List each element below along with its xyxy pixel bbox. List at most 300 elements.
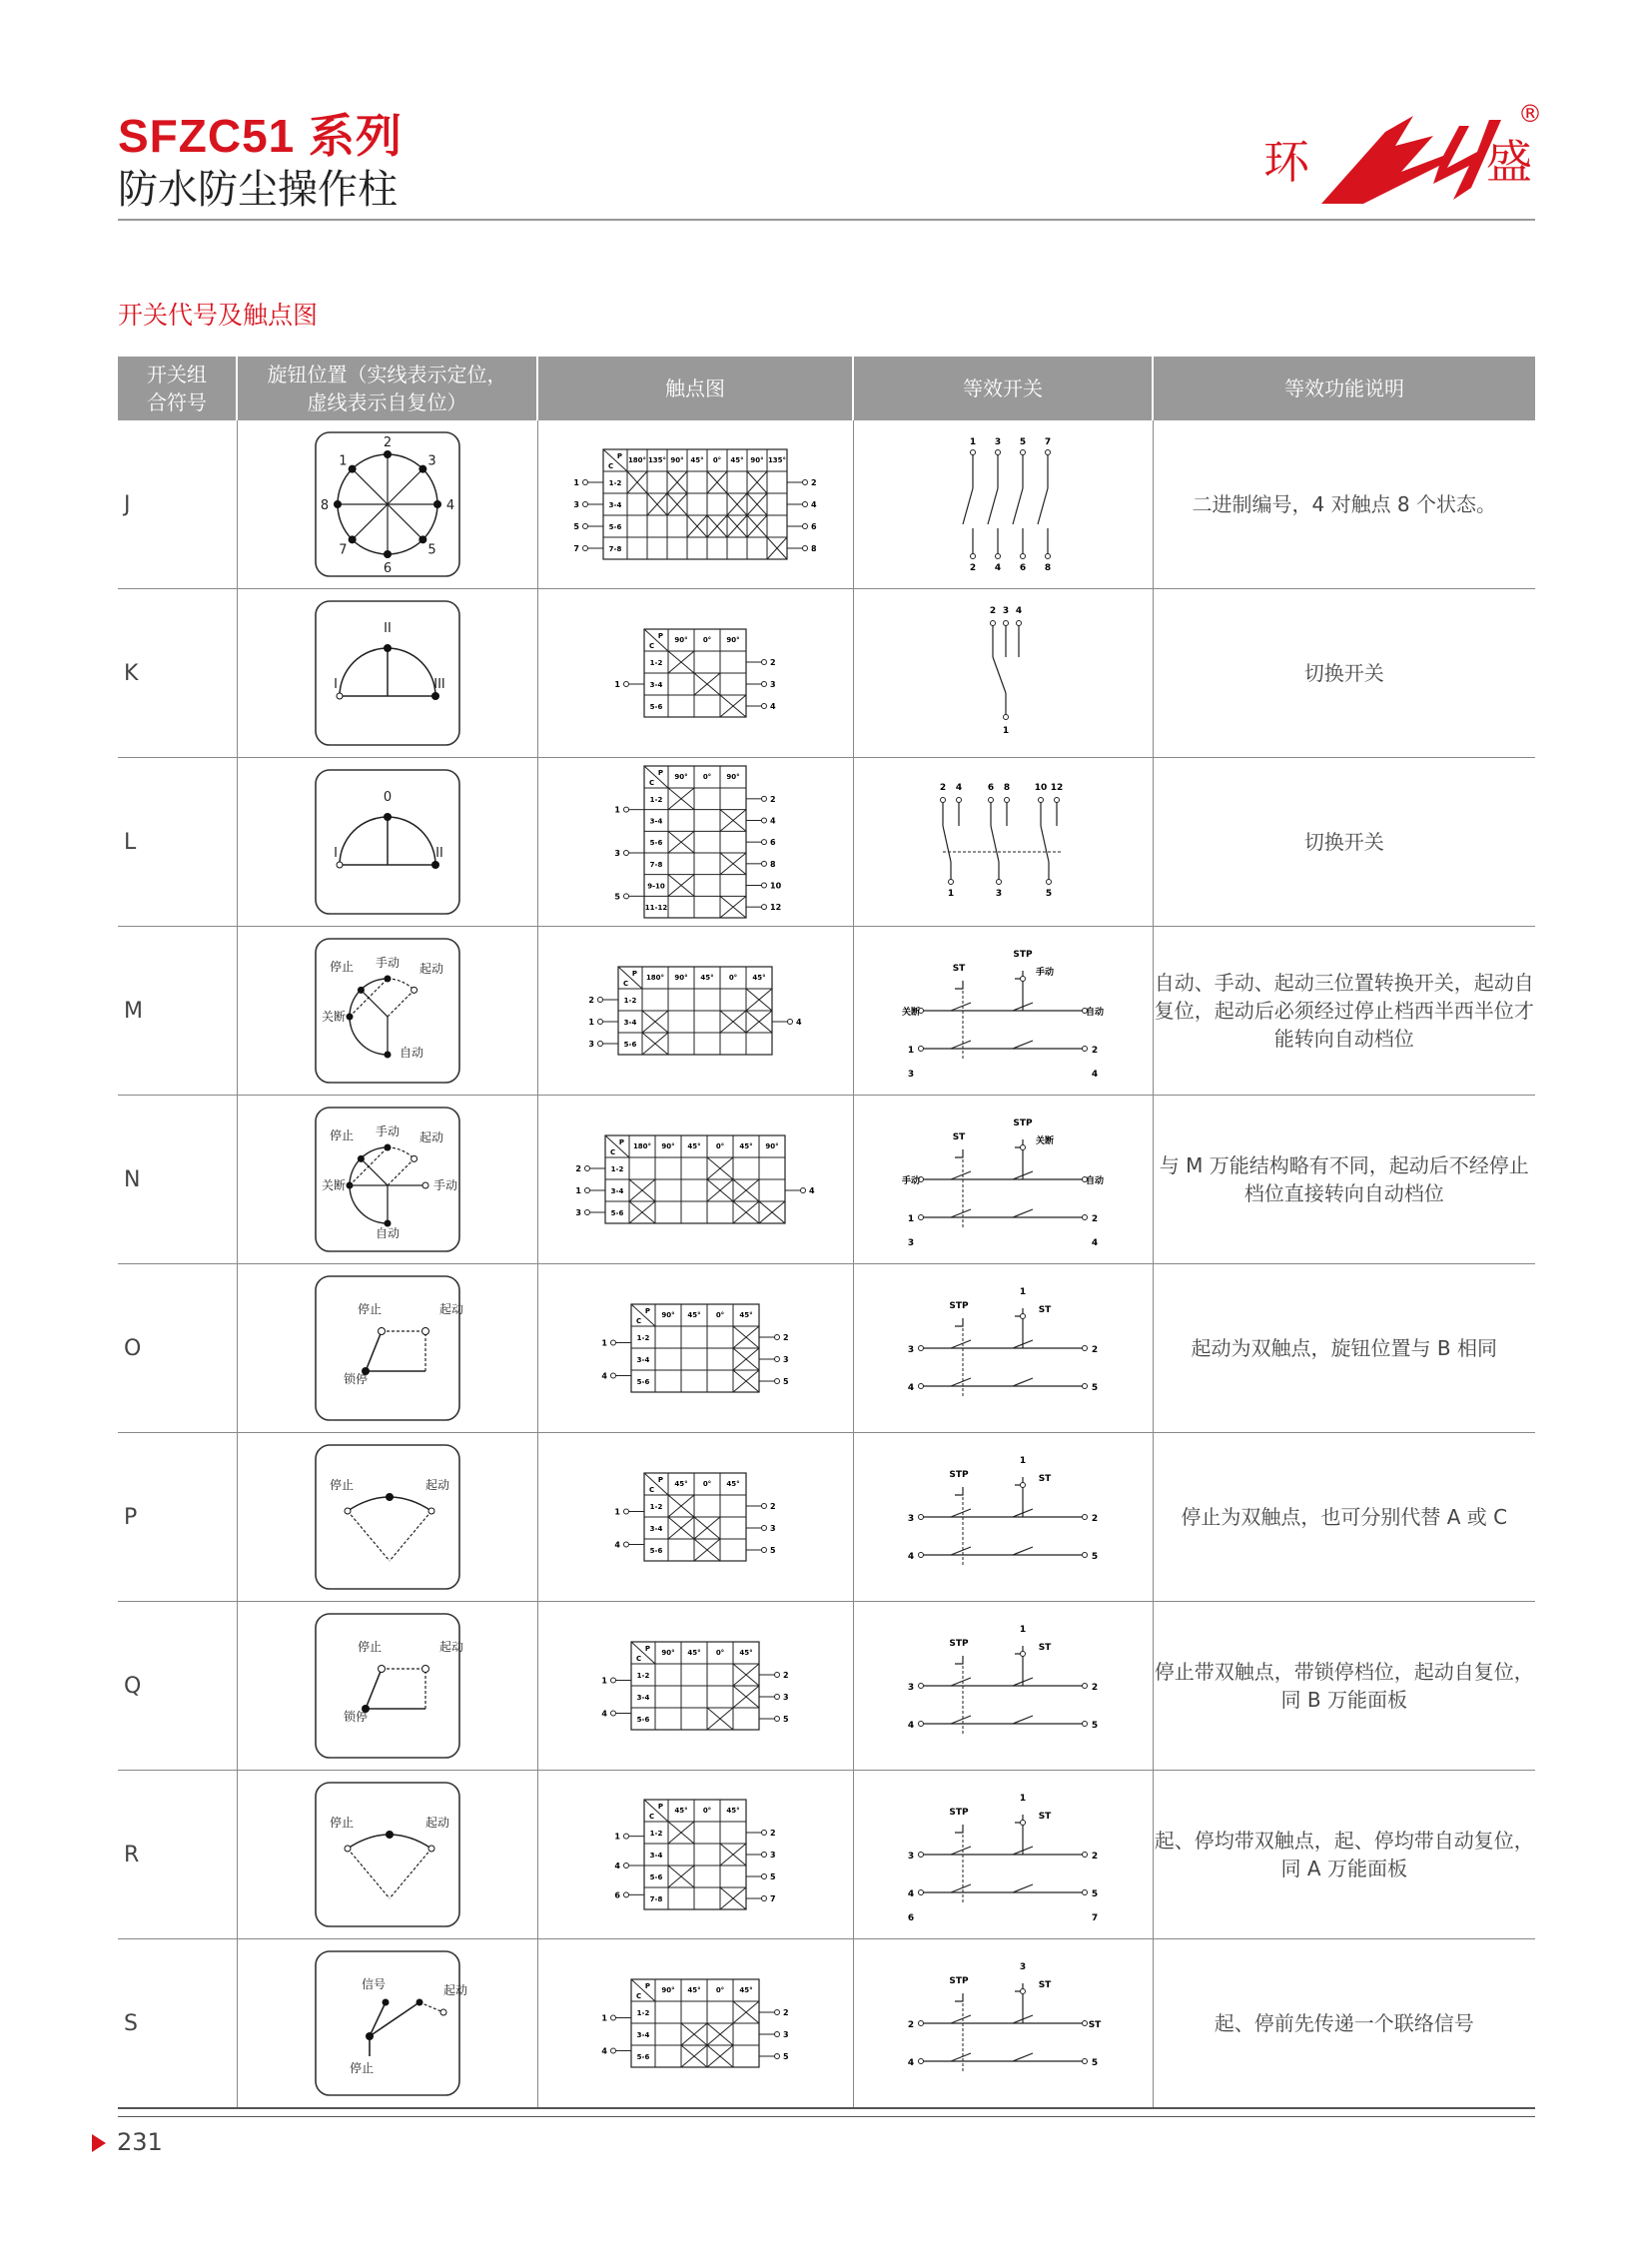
knob-cell bbox=[237, 1096, 537, 1264]
contact-cell bbox=[537, 1602, 853, 1771]
position-label: 45° bbox=[730, 456, 744, 464]
terminal-dot bbox=[624, 1834, 629, 1839]
switch-terminal bbox=[919, 1853, 924, 1858]
switch-label: 2 bbox=[1091, 1683, 1099, 1693]
switch-terminal bbox=[919, 1047, 924, 1052]
header-divider bbox=[118, 219, 1535, 221]
corner-diagonal bbox=[618, 967, 642, 989]
function-cell bbox=[1153, 1939, 1535, 2109]
contact-diagram bbox=[545, 1775, 845, 1934]
switch-blade bbox=[951, 1340, 971, 1348]
corner-label-c: C bbox=[610, 1148, 616, 1156]
contact-diagram bbox=[545, 1100, 845, 1259]
knob-dot bbox=[384, 550, 392, 558]
switch-terminal bbox=[991, 621, 996, 626]
switch-label: 3 bbox=[907, 1852, 915, 1862]
function-cell bbox=[1153, 1771, 1535, 1939]
terminal-left-label: 5 bbox=[573, 522, 579, 531]
knob-dot bbox=[386, 1493, 394, 1501]
switch-blade bbox=[943, 826, 951, 862]
terminal-dot bbox=[611, 1373, 616, 1378]
switch-terminal bbox=[1083, 1384, 1088, 1389]
function-cell bbox=[1153, 758, 1535, 927]
switch-blade bbox=[1013, 488, 1023, 524]
row-label: 1-2 bbox=[636, 1672, 650, 1680]
row-code: Q bbox=[118, 1602, 237, 1771]
switch-terminal bbox=[1083, 2021, 1088, 2026]
switch-terminal bbox=[919, 2021, 924, 2026]
function-description: 二进制编号，4 对触点 8 个状态。 bbox=[1192, 492, 1497, 516]
knob-dot bbox=[348, 465, 356, 473]
row-code: O bbox=[118, 1264, 237, 1433]
position-label: 135° bbox=[647, 456, 667, 464]
knob-dot bbox=[411, 1155, 416, 1161]
switch-cell bbox=[853, 1939, 1153, 2109]
switch-bottom-label: 4 bbox=[994, 563, 1002, 573]
switch-bottom-label: 8 bbox=[1044, 563, 1052, 573]
contact-grid bbox=[573, 449, 817, 559]
product-subtitle: 防水防尘操作柱 bbox=[118, 167, 398, 213]
row-label: 3-4 bbox=[649, 1852, 663, 1860]
contact-grid bbox=[601, 1979, 789, 2067]
knob-dot bbox=[337, 693, 343, 699]
knob-dot bbox=[382, 1999, 389, 2006]
switch-label: 手动 bbox=[901, 1176, 921, 1186]
switch-diagram bbox=[863, 762, 1143, 922]
table-row bbox=[118, 1433, 1535, 1602]
knob-label: 信号 bbox=[361, 1977, 386, 1991]
terminal-left-label: 4 bbox=[614, 1540, 620, 1550]
knob-cell bbox=[237, 758, 537, 927]
switch-top-label: 3 bbox=[994, 437, 1002, 447]
corner-diagonal bbox=[631, 1642, 655, 1664]
switch-terminal bbox=[997, 880, 1002, 885]
switch-label: 1 bbox=[907, 1046, 915, 1056]
knob-dot bbox=[418, 535, 426, 543]
table-row bbox=[118, 1602, 1535, 1771]
knob-dot bbox=[384, 1052, 391, 1059]
contact-grid bbox=[588, 967, 802, 1055]
brand-left-char: 环 bbox=[1263, 135, 1309, 189]
position-label: 90° bbox=[765, 1142, 779, 1150]
terminal-right-label: 4 bbox=[770, 816, 776, 826]
switch-label: 4 bbox=[907, 1889, 915, 1899]
switch-diagram bbox=[863, 1943, 1143, 2103]
contact-diagram bbox=[545, 1606, 845, 1766]
knob-label: 停止 bbox=[357, 1302, 382, 1316]
terminal-dot bbox=[624, 851, 629, 856]
switch-cell bbox=[853, 1433, 1153, 1602]
corner-label-p: P bbox=[616, 452, 622, 460]
terminal-dot bbox=[803, 502, 808, 507]
knob-dot bbox=[428, 1508, 434, 1514]
switch-terminal bbox=[996, 450, 1001, 455]
position-label: 90° bbox=[674, 636, 688, 644]
knob-dot bbox=[421, 1666, 428, 1673]
function-description: 停止带双触点，带锁停档位，起动自复位，同 B 万能面板 bbox=[1154, 1660, 1534, 1712]
terminal-dot bbox=[762, 1874, 767, 1879]
contact-cell bbox=[537, 1433, 853, 1602]
terminal-dot bbox=[583, 524, 588, 529]
function-cell bbox=[1153, 420, 1535, 589]
switch-label: ST bbox=[1038, 1643, 1052, 1653]
row-label: 5-6 bbox=[649, 703, 663, 711]
terminal-right-label: 3 bbox=[770, 1524, 776, 1533]
terminal-left-label: 3 bbox=[575, 1208, 581, 1217]
switch-label: STP bbox=[949, 1808, 969, 1818]
terminal-dot bbox=[762, 704, 767, 709]
logo-mark-icon bbox=[1321, 116, 1501, 204]
terminal-dot bbox=[762, 1896, 767, 1901]
terminal-dot bbox=[762, 1853, 767, 1858]
terminal-left-label: 1 bbox=[601, 1676, 607, 1686]
function-cell bbox=[1153, 1264, 1535, 1433]
switch-blade bbox=[951, 1003, 971, 1011]
switch-terminal bbox=[1083, 1853, 1088, 1858]
knob-dot bbox=[345, 1508, 351, 1514]
terminal-dot bbox=[624, 1892, 629, 1897]
switch-diagram bbox=[863, 1606, 1143, 1766]
contact-diagram bbox=[545, 1437, 845, 1597]
row-label: 1-2 bbox=[636, 1334, 650, 1342]
row-label: 5-6 bbox=[649, 1873, 663, 1881]
terminal-dot bbox=[762, 660, 767, 665]
row-label: 5-6 bbox=[636, 2053, 650, 2061]
switch-label: STP bbox=[1013, 950, 1033, 960]
switch-label: 2 bbox=[1091, 1214, 1099, 1224]
switch-terminal bbox=[1021, 977, 1026, 982]
contact-cell bbox=[537, 1771, 853, 1939]
switch-diagram bbox=[863, 1437, 1143, 1597]
table-row bbox=[118, 420, 1535, 589]
switch-blade bbox=[1013, 1378, 1033, 1386]
position-label: 90° bbox=[661, 1649, 675, 1657]
row-label: 1-2 bbox=[649, 659, 663, 667]
corner-label-c: C bbox=[649, 642, 655, 650]
switch-terminal bbox=[1047, 880, 1052, 885]
knob-diagram bbox=[314, 599, 461, 747]
position-label: 45° bbox=[739, 1986, 753, 1994]
switch-terminal bbox=[919, 1684, 924, 1689]
switch-diagram bbox=[863, 593, 1143, 753]
terminal-right-label: 2 bbox=[770, 1829, 776, 1838]
knob-label: 起动 bbox=[418, 962, 443, 976]
corner-label-p: P bbox=[644, 1982, 650, 1990]
terminal-left-label: 2 bbox=[588, 996, 594, 1005]
corner-diagonal bbox=[644, 766, 668, 788]
switch-bottom-label: 3 bbox=[995, 889, 1003, 899]
switch-top-label: 2 bbox=[939, 783, 947, 793]
switch-top-label: 4 bbox=[955, 783, 963, 793]
switch-terminal bbox=[941, 798, 946, 803]
switch-top-label: 8 bbox=[1003, 783, 1011, 793]
switch-cell bbox=[853, 1264, 1153, 1433]
knob-diagram bbox=[314, 1781, 461, 1928]
knob-label: 停止 bbox=[329, 960, 354, 974]
switch-label: 1 bbox=[1019, 1287, 1027, 1297]
switch-terminal bbox=[919, 1384, 924, 1389]
position-label: 45° bbox=[700, 974, 714, 982]
terminal-right-label: 4 bbox=[770, 702, 776, 711]
switch-terminal bbox=[1083, 1722, 1088, 1727]
row-label: 7-8 bbox=[649, 1895, 663, 1903]
terminal-dot bbox=[775, 1335, 780, 1340]
contact-grid bbox=[601, 1304, 789, 1392]
contact-grid bbox=[601, 1642, 789, 1730]
position-label: 90° bbox=[750, 456, 764, 464]
switch-label: ST bbox=[1038, 1812, 1052, 1822]
position-label: 45° bbox=[674, 1480, 688, 1488]
knob-content bbox=[320, 435, 453, 576]
switch-label: 自动 bbox=[1085, 1176, 1105, 1186]
switch-label: ST bbox=[1088, 2020, 1102, 2030]
switch-blade bbox=[951, 1509, 971, 1517]
table-row bbox=[118, 1939, 1535, 2109]
position-label: 45° bbox=[739, 1311, 753, 1319]
switch-label: STP bbox=[949, 1301, 969, 1311]
switch-terminal bbox=[919, 1215, 924, 1220]
switch-blade bbox=[951, 1378, 971, 1386]
header-contact: 触点图 bbox=[537, 357, 853, 420]
switch-label: 2 bbox=[1091, 1514, 1099, 1524]
position-label: 0° bbox=[715, 1986, 725, 1994]
brand-logo bbox=[1263, 96, 1543, 214]
switch-terminal bbox=[1021, 1821, 1026, 1826]
switch-terminal bbox=[919, 1346, 924, 1351]
knob-dot bbox=[384, 813, 392, 821]
switch-terminal bbox=[1055, 798, 1060, 803]
switch-terminal bbox=[1021, 1145, 1026, 1150]
corner-label-c: C bbox=[623, 980, 629, 988]
knob-label: 起动 bbox=[442, 1983, 467, 1997]
function-cell bbox=[1153, 1602, 1535, 1771]
switch-diagram bbox=[863, 1268, 1143, 1428]
contact-grid bbox=[575, 1135, 815, 1223]
row-label: 1-2 bbox=[636, 2009, 650, 2017]
position-label: 0° bbox=[715, 1142, 725, 1150]
switch-label: ST bbox=[1038, 1474, 1052, 1484]
switch-blade bbox=[951, 2015, 971, 2023]
row-code: N bbox=[118, 1096, 237, 1264]
knob-label: I bbox=[333, 677, 338, 692]
row-label: 3-4 bbox=[636, 2031, 650, 2039]
terminal-dot bbox=[775, 2032, 780, 2037]
knob-label: 停止 bbox=[329, 1478, 354, 1492]
knob-frame bbox=[316, 1614, 459, 1758]
terminal-right-label: 5 bbox=[770, 1872, 776, 1881]
knob-diagram bbox=[314, 937, 461, 1085]
knob-dot bbox=[431, 692, 439, 700]
page-marker-icon bbox=[92, 2134, 106, 2152]
row-label: 5-6 bbox=[649, 839, 663, 848]
switch-top-label: 6 bbox=[987, 783, 995, 793]
switch-table bbox=[118, 357, 1535, 2109]
row-label: 1-2 bbox=[610, 1165, 624, 1173]
contact-diagram bbox=[545, 762, 845, 922]
position-label: 0° bbox=[702, 636, 712, 644]
terminal-dot bbox=[775, 1695, 780, 1700]
row-label: 3-4 bbox=[608, 501, 622, 509]
section-title: 开关代号及触点图 bbox=[118, 301, 319, 330]
switch-label: 2 bbox=[1091, 1852, 1099, 1862]
terminal-dot bbox=[624, 682, 629, 687]
contact-diagram bbox=[545, 1943, 845, 2103]
knob-label: 手动 bbox=[375, 956, 400, 970]
function-description: 切换开关 bbox=[1303, 661, 1384, 685]
knob-label: 0 bbox=[383, 790, 392, 805]
switch-cell bbox=[853, 1602, 1153, 1771]
terminal-right-label: 12 bbox=[770, 903, 782, 913]
switch-terminal bbox=[1039, 798, 1044, 803]
row-label: 5-6 bbox=[636, 1716, 650, 1724]
switch-label: 3 bbox=[907, 1238, 915, 1248]
row-label: 3-4 bbox=[649, 681, 663, 689]
terminal-left-label: 7 bbox=[573, 544, 579, 553]
switch-blade bbox=[1013, 2053, 1033, 2061]
terminal-dot bbox=[585, 1166, 590, 1171]
terminal-dot bbox=[775, 1673, 780, 1678]
row-label: 7-8 bbox=[649, 860, 663, 869]
knob-label: 3 bbox=[426, 453, 436, 469]
switch-terminal bbox=[1083, 1553, 1088, 1558]
switch-top-label: 5 bbox=[1019, 437, 1027, 447]
function-description: 与 M 万能结构略有不同，起动后不经停止档位直接转向自动档位 bbox=[1159, 1153, 1529, 1205]
terminal-right-label: 4 bbox=[809, 1186, 815, 1195]
contact-diagram bbox=[545, 931, 845, 1091]
position-label: 45° bbox=[690, 456, 704, 464]
terminal-left-label: 3 bbox=[588, 1040, 594, 1049]
terminal-right-label: 3 bbox=[770, 680, 776, 689]
switch-label: ST bbox=[952, 964, 966, 974]
switch-terminal bbox=[1021, 450, 1026, 455]
corner-label-p: P bbox=[618, 1138, 624, 1146]
function-description: 停止为双触点，也可分别代替 A 或 C bbox=[1181, 1505, 1508, 1529]
switch-label: 3 bbox=[1019, 1962, 1027, 1972]
knob-label: 6 bbox=[383, 561, 392, 576]
row-label: 1-2 bbox=[608, 479, 622, 487]
knob-label: III bbox=[432, 677, 445, 692]
position-label: 180° bbox=[632, 1142, 652, 1150]
row-code: L bbox=[118, 758, 237, 927]
corner-diagonal bbox=[644, 1473, 668, 1495]
knob-dot bbox=[418, 465, 426, 473]
contact-grid bbox=[614, 629, 776, 717]
terminal-dot bbox=[762, 682, 767, 687]
knob-diagram bbox=[314, 1106, 461, 1253]
table-row bbox=[118, 1264, 1535, 1433]
registered-mark: ® bbox=[1518, 100, 1542, 128]
switch-blade bbox=[1013, 1716, 1033, 1724]
switch-terminal bbox=[919, 2059, 924, 2064]
row-label: 9-10 bbox=[647, 882, 665, 891]
position-label: 0° bbox=[715, 1311, 725, 1319]
switch-terminal bbox=[1083, 2059, 1088, 2064]
switch-label: 3 bbox=[907, 1070, 915, 1080]
terminal-dot bbox=[803, 480, 808, 485]
switch-terminal bbox=[1083, 1515, 1088, 1520]
terminal-right-label: 5 bbox=[783, 2052, 789, 2061]
function-cell bbox=[1153, 589, 1535, 758]
switch-terminal bbox=[1021, 554, 1026, 559]
knob-label: 停止 bbox=[349, 2061, 374, 2075]
terminal-left-label: 4 bbox=[601, 1709, 607, 1719]
switch-terminal bbox=[1046, 554, 1051, 559]
terminal-right-label: 6 bbox=[811, 522, 817, 531]
row-label: 3-4 bbox=[623, 1019, 637, 1027]
switch-terminal bbox=[1005, 798, 1010, 803]
knob-frame bbox=[316, 1783, 459, 1926]
terminal-dot bbox=[801, 1188, 806, 1193]
row-code: P bbox=[118, 1433, 237, 1602]
terminal-left-label: 4 bbox=[601, 1371, 607, 1381]
knob-dot bbox=[345, 1846, 351, 1852]
terminal-dot bbox=[803, 524, 808, 529]
switch-terminal bbox=[1083, 1346, 1088, 1351]
corner-label-p: P bbox=[657, 769, 663, 777]
corner-diagonal bbox=[631, 1304, 655, 1326]
knob-dot bbox=[428, 1846, 434, 1852]
knob-cell bbox=[237, 1264, 537, 1433]
terminal-dot bbox=[624, 1542, 629, 1547]
terminal-right-label: 2 bbox=[811, 478, 817, 487]
corner-label-c: C bbox=[649, 779, 655, 787]
terminal-left-label: 3 bbox=[573, 500, 579, 509]
knob-label: 起动 bbox=[424, 1816, 449, 1830]
knob-label: 关断 bbox=[321, 1178, 346, 1192]
contact-grid bbox=[614, 766, 781, 918]
switch-diagram bbox=[863, 931, 1143, 1091]
switch-blade bbox=[1041, 826, 1049, 862]
switch-label: 自动 bbox=[1085, 1008, 1105, 1018]
corner-diagonal bbox=[631, 1979, 655, 2001]
header-function: 等效功能说明 bbox=[1153, 357, 1535, 420]
terminal-left-label: 1 bbox=[614, 1507, 620, 1517]
row-label: 3-4 bbox=[610, 1187, 624, 1195]
position-label: 45° bbox=[752, 974, 766, 982]
switch-label: 关断 bbox=[1035, 1136, 1055, 1146]
knob-label: 1 bbox=[338, 453, 348, 469]
knob-dot bbox=[384, 1144, 391, 1151]
terminal-dot bbox=[788, 1020, 793, 1025]
function-cell bbox=[1153, 1096, 1535, 1264]
position-label: 45° bbox=[739, 1649, 753, 1657]
contact-grid bbox=[614, 1473, 776, 1561]
knob-label: II bbox=[434, 846, 443, 861]
knob-diagram bbox=[314, 1612, 461, 1760]
switch-label: 4 bbox=[1091, 1070, 1099, 1080]
position-label: 0° bbox=[702, 1807, 712, 1815]
switch-label: 2 bbox=[1091, 1345, 1099, 1355]
switch-top-label: 10 bbox=[1034, 783, 1048, 793]
knob-dot bbox=[415, 1999, 422, 2006]
knob-cell bbox=[237, 1433, 537, 1602]
terminal-right-label: 7 bbox=[770, 1894, 776, 1903]
row-label: 1-2 bbox=[649, 1503, 663, 1511]
terminal-right-label: 5 bbox=[770, 1546, 776, 1555]
switch-terminal bbox=[1083, 1215, 1088, 1220]
table-row bbox=[118, 589, 1535, 758]
position-label: 45° bbox=[687, 1649, 701, 1657]
knob-dot bbox=[346, 1014, 353, 1021]
contact-diagram bbox=[545, 1268, 845, 1428]
table-row bbox=[118, 758, 1535, 927]
terminal-left-label: 1 bbox=[573, 478, 579, 487]
terminal-dot bbox=[624, 894, 629, 899]
switch-blade bbox=[951, 1678, 971, 1686]
knob-label: 起动 bbox=[424, 1478, 449, 1492]
switch-cell bbox=[853, 589, 1153, 758]
terminal-dot bbox=[762, 883, 767, 888]
